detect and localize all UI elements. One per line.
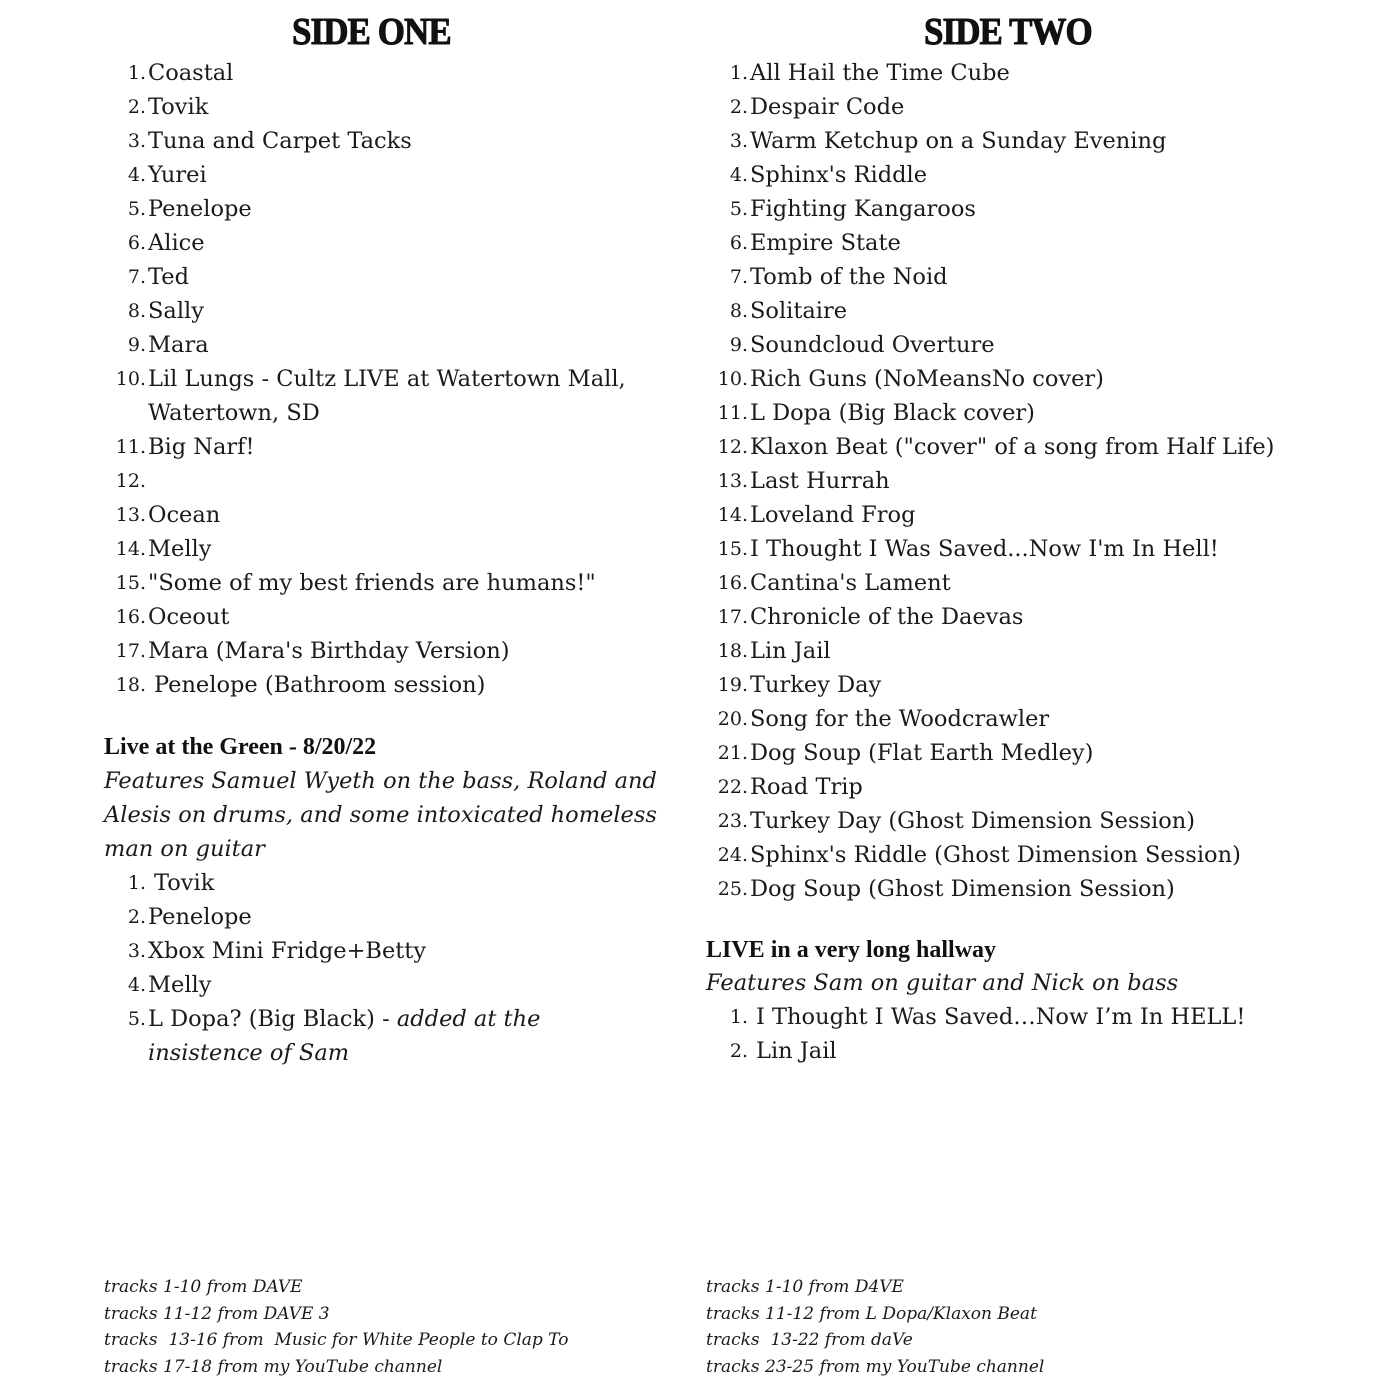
track-title: Rich Guns (NoMeansNo cover) [750, 366, 1104, 392]
track-item [104, 430, 684, 464]
track-title: Penelope [148, 196, 252, 222]
track-title: Sphinx's Riddle [750, 162, 928, 188]
track-item [706, 260, 1346, 294]
track-number: 9. [729, 334, 748, 356]
track-title: Empire State [750, 230, 901, 256]
track-title: Dog Soup (Flat Earth Medley) [750, 740, 1094, 766]
track-number: 2. [729, 96, 748, 118]
track-item [104, 934, 684, 968]
track-item [104, 464, 684, 498]
track-item [706, 1000, 1346, 1034]
track-number: 17. [717, 606, 748, 628]
track-item [706, 702, 1346, 736]
track-number: 19. [717, 674, 748, 696]
track-item [706, 600, 1346, 634]
track-item [706, 90, 1346, 124]
track-number: 3. [127, 130, 146, 152]
track-item [706, 498, 1346, 532]
live-section-description: Features Sam on guitar and Nick on bass [706, 970, 1179, 996]
track-number: 13. [717, 470, 748, 492]
track-item [104, 498, 684, 532]
live-tracklist [706, 1000, 1346, 1068]
live-section-description: Features Samuel Wyeth on the bass, Roland and Alesis on drums, and some intoxicated homeless man on guitar [104, 768, 657, 862]
track-title: Road Trip [750, 774, 863, 800]
side-one-footnotes [104, 1274, 568, 1380]
track-title: Despair Code [750, 94, 905, 120]
track-number: 15. [717, 538, 748, 560]
track-number: 15. [115, 572, 146, 594]
side-one-title: SIDE ONE [292, 11, 451, 53]
track-item [104, 226, 684, 260]
track-item [706, 192, 1346, 226]
track-title: Melly [148, 536, 212, 562]
track-number: 2. [127, 906, 146, 928]
footnote-line: tracks 1-10 from D4VE [706, 1277, 904, 1297]
track-item [706, 362, 1346, 396]
track-number: 1. [127, 62, 146, 84]
track-item [706, 532, 1346, 566]
track-number: 5. [729, 198, 748, 220]
side-two-tracklist [706, 56, 1346, 906]
track-title: "Some of my best friends are humans!" [148, 570, 596, 596]
track-item [706, 668, 1346, 702]
track-title: I Thought I Was Saved...Now I'm In Hell! [750, 536, 1219, 562]
track-item [104, 866, 684, 900]
track-number: 1. [729, 1006, 748, 1028]
side-two-footnotes [706, 1274, 1044, 1380]
track-title: Fighting Kangaroos [750, 196, 976, 222]
track-item [104, 532, 684, 566]
track-title: Cantina's Lament [750, 570, 951, 596]
track-number: 16. [115, 606, 146, 628]
track-item [706, 872, 1346, 906]
track-item [104, 668, 684, 702]
track-number: 3. [127, 940, 146, 962]
track-item [104, 56, 684, 90]
track-title: Xbox Mini Fridge+Betty [148, 938, 427, 964]
track-item [706, 838, 1346, 872]
track-title: Alice [148, 230, 205, 256]
track-item [104, 1002, 684, 1070]
track-item [104, 566, 684, 600]
track-title: Tuna and Carpet Tacks [148, 128, 412, 154]
track-title: Oceout [148, 604, 230, 630]
track-number: 8. [729, 300, 748, 322]
track-title: Big Narf! [148, 434, 255, 460]
track-title: Sphinx's Riddle (Ghost Dimension Session) [750, 842, 1241, 868]
track-number: 2. [729, 1040, 748, 1062]
track-title: Ocean [148, 502, 221, 528]
track-number: 13. [115, 504, 146, 526]
track-number: 3. [729, 130, 748, 152]
track-number: 18. [717, 640, 748, 662]
track-number: 6. [729, 232, 748, 254]
track-number: 7. [127, 266, 146, 288]
track-title: Loveland Frog [750, 502, 916, 528]
side-two-title: SIDE TWO [924, 11, 1092, 53]
track-item [104, 328, 684, 362]
track-title: Soundcloud Overture [750, 332, 995, 358]
track-title [148, 1002, 658, 1070]
track-number: 10. [115, 368, 146, 390]
track-title: Dog Soup (Ghost Dimension Session) [750, 876, 1175, 902]
track-item [104, 362, 684, 430]
footnote-line: tracks 17-18 from my YouTube channel [104, 1356, 443, 1377]
track-title: Mara (Mara's Birthday Version) [148, 638, 510, 664]
track-title: Tovik [148, 94, 209, 120]
live-tracklist [104, 866, 684, 1070]
track-number: 18. [115, 674, 146, 696]
track-number: 11. [115, 436, 146, 458]
track-title: Penelope [148, 904, 252, 930]
track-number: 5. [127, 198, 146, 220]
track-title: Penelope (Bathroom session) [154, 672, 486, 698]
track-item [104, 294, 684, 328]
track-title: Tomb of the Noid [750, 264, 948, 290]
track-item [706, 634, 1346, 668]
track-title: Melly [148, 972, 212, 998]
track-number: 4. [729, 164, 748, 186]
track-title: Mara [148, 332, 209, 358]
footnote-line: tracks 13-22 from daVe [706, 1330, 913, 1350]
track-title: Klaxon Beat ("cover" of a song from Half Life) [750, 434, 1275, 460]
footnote-line: tracks 23-25 from my YouTube channel [706, 1356, 1045, 1377]
track-number: 4. [127, 164, 146, 186]
track-item [104, 260, 684, 294]
track-title: I Thought I Was Saved…Now I’m In HELL! [756, 1004, 1246, 1030]
track-number: 14. [115, 538, 146, 560]
track-number: 14. [717, 504, 748, 526]
track-number: 16. [717, 572, 748, 594]
track-title: Lil Lungs - Cultz LIVE at Watertown Mall, Watertown, SD [148, 366, 626, 426]
track-number: 1. [729, 62, 748, 84]
track-title: Turkey Day [750, 672, 882, 698]
track-title: Lin Jail [750, 638, 831, 664]
track-title: Turkey Day (Ghost Dimension Session) [750, 808, 1196, 834]
track-title: Coastal [148, 60, 234, 86]
track-item [104, 192, 684, 226]
track-item [706, 56, 1346, 90]
track-number: 20. [717, 708, 748, 730]
track-title: Last Hurrah [750, 468, 890, 494]
track-item [706, 1034, 1346, 1068]
footnote-line: tracks 11-12 from DAVE 3 [104, 1303, 330, 1324]
track-number: 4. [127, 974, 146, 996]
track-title: Ted [148, 264, 189, 290]
track-number: 23. [717, 810, 748, 832]
track-item [706, 226, 1346, 260]
track-number: 6. [127, 232, 146, 254]
track-item [104, 900, 684, 934]
track-item [104, 124, 684, 158]
track-number: 9. [127, 334, 146, 356]
track-number: 8. [127, 300, 146, 322]
track-title-note: added at the insistence of Sam [148, 1006, 541, 1066]
track-item [706, 430, 1346, 464]
track-item [706, 770, 1346, 804]
track-number: 25. [717, 878, 748, 900]
track-title: Sally [148, 298, 204, 324]
track-number: 12. [717, 436, 748, 458]
track-item [104, 968, 684, 1002]
track-title: Warm Ketchup on a Sunday Evening [750, 128, 1167, 154]
track-item [104, 158, 684, 192]
track-title: Song for the Woodcrawler [750, 706, 1050, 732]
track-number: 22. [717, 776, 748, 798]
track-number: 11. [717, 402, 748, 424]
track-item [104, 634, 684, 668]
track-item [104, 600, 684, 634]
track-number: 10. [717, 368, 748, 390]
footnote-line: tracks 11-12 from L Dopa/Klaxon Beat [706, 1303, 1037, 1324]
track-title-main: L Dopa? (Big Black) - [148, 1006, 397, 1032]
track-title: Yurei [148, 162, 207, 188]
track-item [706, 736, 1346, 770]
track-item [706, 396, 1346, 430]
track-item [706, 464, 1346, 498]
track-number: 24. [717, 844, 748, 866]
track-number: 17. [115, 640, 146, 662]
track-title: Tovik [154, 870, 215, 896]
footnote-line: tracks 1-10 from DAVE [104, 1277, 303, 1297]
track-title: L Dopa (Big Black cover) [750, 400, 1035, 426]
track-number: 21. [717, 742, 748, 764]
track-number: 7. [729, 266, 748, 288]
track-item [706, 158, 1346, 192]
track-number: 2. [127, 96, 146, 118]
live-section-heading: LIVE in a very long hallway [706, 937, 997, 963]
live-section-heading: Live at the Green - 8/20/22 [104, 734, 377, 760]
track-item [706, 294, 1346, 328]
track-item [706, 566, 1346, 600]
side-one-tracklist [104, 56, 684, 702]
track-title: All Hail the Time Cube [750, 60, 1010, 86]
track-item [706, 328, 1346, 362]
track-item [706, 804, 1346, 838]
track-number: 1. [127, 872, 146, 894]
track-item [706, 124, 1346, 158]
track-title: Lin Jail [756, 1038, 837, 1064]
track-title: Solitaire [750, 298, 848, 324]
track-number: 12. [115, 470, 146, 492]
track-item [104, 90, 684, 124]
track-number: 5. [127, 1008, 146, 1030]
track-title: Chronicle of the Daevas [750, 604, 1024, 630]
footnote-line: tracks 13-16 from Music for White People to Clap To [104, 1330, 569, 1350]
